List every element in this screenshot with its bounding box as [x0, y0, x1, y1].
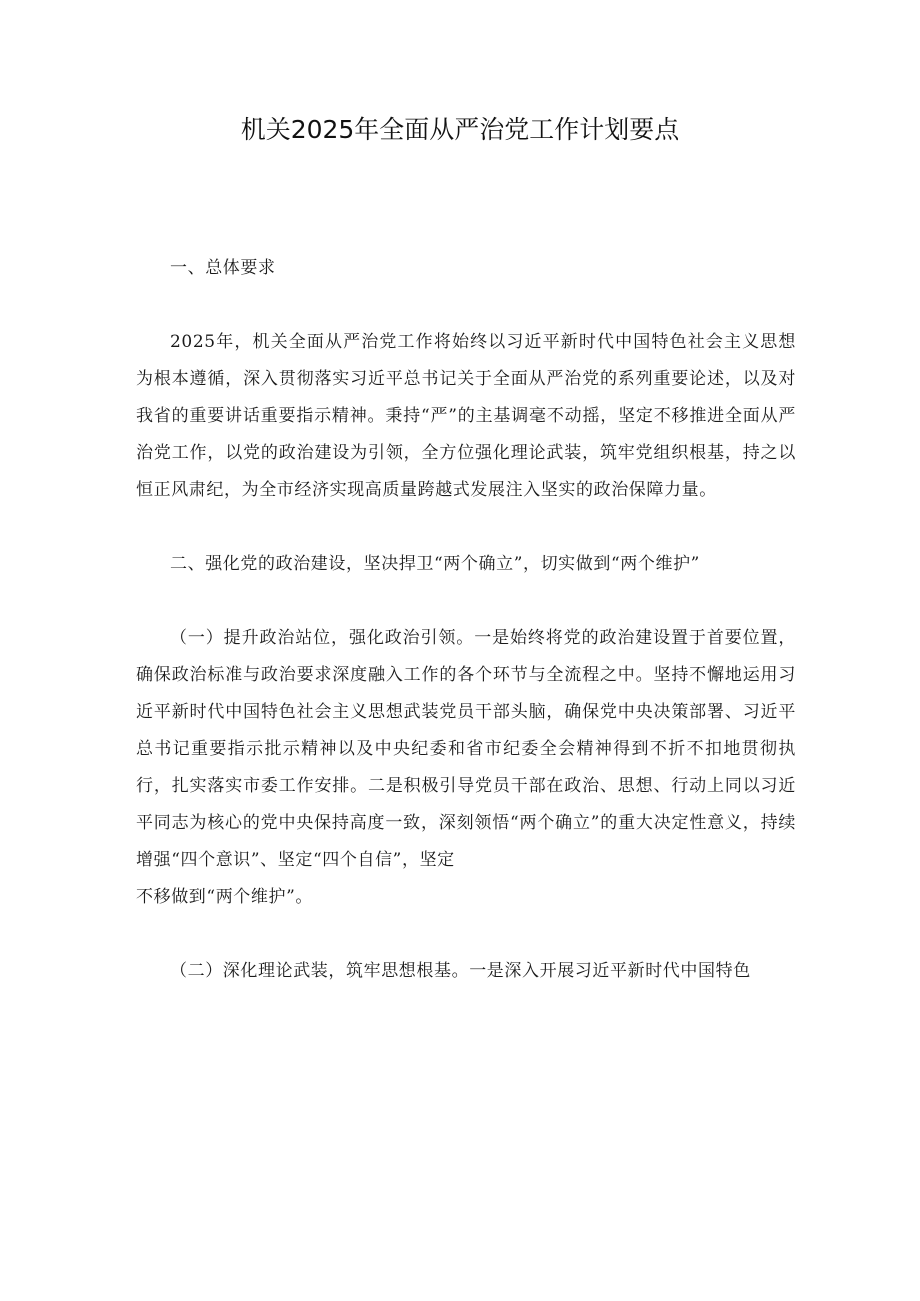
section-heading-general-requirements: 一、总体要求 — [170, 258, 276, 278]
document-body — [136, 250, 796, 990]
paragraph-gap — [136, 583, 796, 620]
paragraph-political-stance-tail: 不移做到“两个维护”。 — [136, 887, 313, 907]
section-heading-political-construction: 二、强化党的政治建设，坚决捍卫“两个确立”，切实做到“两个维护” — [170, 554, 700, 574]
document-title: 机关2025年全面从严治党工作计划要点 — [240, 115, 680, 144]
paragraph-theory-armament: （二）深化理论武装，筑牢思想根基。一是深入开展习近平新时代中国特色 — [170, 961, 751, 981]
paragraph-general-requirements: 2025年，机关全面从严治党工作将始终以习近平新时代中国特色社会主义思想为根本遵循，深入贯彻落实习近平总书记关于全面从严治党的系列重要论述，以及对我省的重要讲话重要指示精神。秉持“严”的主基调毫不动摇，坚定不移推进全面从严治党工作，以党的政治建设为引领，全方位强化理论武装，筑牢党组织根基，持之以恒正风肃纪，为全市经济实现高质量跨越式发展注入坚实的政治保障力量。 — [136, 332, 796, 500]
paragraph-gap — [136, 916, 796, 953]
paragraph-gap — [136, 509, 796, 546]
paragraph-gap — [136, 287, 796, 324]
paragraph-political-stance: （一）提升政治站位，强化政治引领。一是始终将党的政治建设置于首要位置，确保政治标准与政治要求深度融入工作的各个环节与全流程之中。坚持不懈地运用习近平新时代中国特色社会主义思想武装党员干部头脑，确保党中央决策部署、习近平总书记重要指示批示精神以及中央纪委和省市纪委全会精神得到不折不扣地贯彻执行，扎实落实市委工作安排。二是积极引导党员干部在政治、思想、行动上同以习近平同志为核心的党中央保持高度一致，深刻领悟“两个确立”的重大决定性意义，持续增强“四个意识”、坚定“四个自信”，坚定 — [136, 628, 796, 870]
